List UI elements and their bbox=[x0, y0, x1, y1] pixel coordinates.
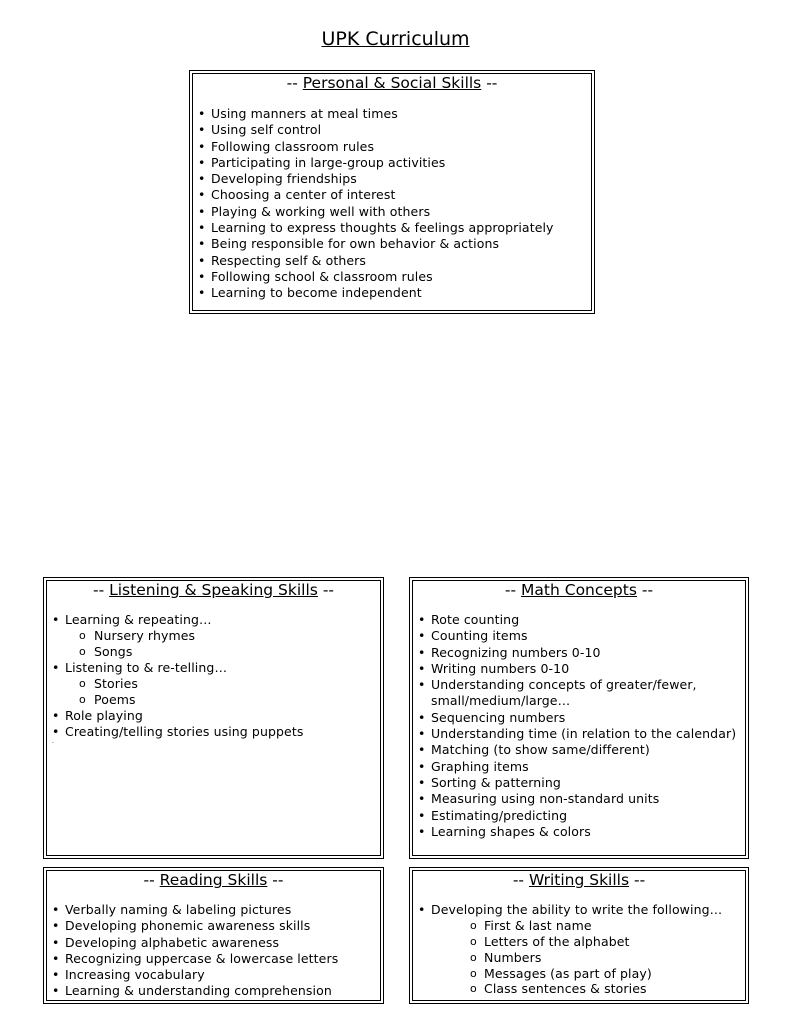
sub-list bbox=[65, 628, 376, 660]
sub-list-item: o Nursery rhymes bbox=[65, 628, 376, 644]
list-item bbox=[197, 220, 587, 236]
list-item bbox=[197, 285, 587, 301]
sub-list-item: o Poems bbox=[65, 692, 376, 708]
skill-list bbox=[417, 902, 741, 997]
list-item bbox=[51, 918, 376, 934]
math-concepts-box bbox=[409, 577, 749, 859]
list-item bbox=[197, 236, 587, 252]
list-item bbox=[417, 808, 741, 824]
list-item-text: Rote counting bbox=[431, 612, 520, 627]
sub-list bbox=[431, 918, 741, 997]
section-title: Math Concepts bbox=[521, 581, 637, 599]
list-item-text: Verbally naming & labeling pictures bbox=[65, 902, 292, 917]
list-item bbox=[51, 612, 376, 660]
list-item-text: Recognizing numbers 0-10 bbox=[431, 644, 601, 660]
list-item bbox=[51, 967, 376, 983]
list-item-text: Increasing vocabulary bbox=[65, 967, 205, 983]
writing-skills-box bbox=[409, 867, 749, 1004]
list-item-text: Sequencing numbers bbox=[431, 709, 566, 725]
list-item-text: Choosing a center of interest bbox=[211, 187, 396, 203]
list-item bbox=[197, 204, 587, 220]
section-title: Writing Skills bbox=[528, 871, 630, 889]
list-item-text: Playing & working well with others bbox=[211, 203, 431, 219]
reading-skills-box bbox=[43, 867, 384, 1004]
list-item bbox=[51, 660, 376, 708]
section-heading: -- Math Concepts -- bbox=[504, 581, 654, 599]
list-item bbox=[197, 187, 587, 203]
list-item-text: Creating/telling stories using puppets bbox=[65, 724, 304, 740]
section-title: Personal & Social Skills bbox=[302, 74, 482, 92]
skill-list bbox=[197, 106, 587, 302]
list-item bbox=[197, 106, 587, 122]
list-item-text: Developing the ability to write the following… bbox=[431, 902, 723, 917]
list-item-text: Respecting self & others bbox=[211, 252, 367, 268]
list-item-text: Role playing bbox=[65, 707, 143, 723]
list-item bbox=[197, 122, 587, 138]
sub-list-item: o Messages (as part of play) bbox=[431, 966, 741, 982]
page-title: UPK Curriculum bbox=[321, 28, 470, 50]
sub-list-item: o Songs bbox=[65, 644, 376, 660]
sub-list-item: o First & last name bbox=[431, 918, 741, 934]
list-item bbox=[417, 742, 741, 758]
list-item-text: Using manners at meal times bbox=[211, 106, 398, 121]
list-item bbox=[417, 726, 741, 742]
list-item-text: Following school & classroom rules bbox=[211, 268, 433, 284]
list-item bbox=[51, 935, 376, 951]
list-item-text: Using self control bbox=[211, 122, 322, 138]
list-item bbox=[417, 759, 741, 775]
list-item-text: Graphing items bbox=[431, 758, 529, 774]
list-item-text: Writing numbers 0-10 bbox=[431, 660, 570, 676]
skill-list bbox=[51, 612, 376, 740]
list-item bbox=[197, 155, 587, 171]
list-item bbox=[51, 708, 376, 724]
sub-list-item: o Class sentences & stories bbox=[431, 981, 741, 997]
stray-mark: . bbox=[52, 738, 54, 745]
personal-social-skills-box bbox=[189, 70, 595, 314]
list-item-text: Developing friendships bbox=[211, 171, 357, 187]
list-item-text: Following classroom rules bbox=[211, 138, 375, 154]
skill-list bbox=[417, 612, 741, 840]
list-item bbox=[51, 983, 376, 999]
sub-list bbox=[65, 676, 376, 708]
section-title: Listening & Speaking Skills bbox=[109, 581, 318, 599]
list-item-text: Learning to become independent bbox=[211, 285, 422, 301]
list-item-text: Matching (to show same/different) bbox=[431, 742, 650, 758]
list-item-text: Sorting & patterning bbox=[431, 774, 561, 790]
list-item bbox=[197, 139, 587, 155]
list-item bbox=[51, 902, 376, 918]
list-item bbox=[417, 824, 741, 840]
list-item bbox=[417, 661, 741, 677]
list-item-text: Learning & repeating… bbox=[65, 612, 212, 627]
sub-list-item: o Numbers bbox=[431, 950, 741, 966]
section-heading: -- Writing Skills -- bbox=[512, 871, 646, 889]
list-item bbox=[417, 677, 741, 710]
section-heading: -- Personal & Social Skills -- bbox=[286, 74, 498, 92]
skill-list bbox=[51, 902, 376, 1000]
list-item bbox=[417, 791, 741, 807]
list-item-text: Measuring using non-standard units bbox=[431, 791, 660, 807]
list-item bbox=[417, 775, 741, 791]
list-item-text: Participating in large-group activities bbox=[211, 154, 446, 170]
list-item-text: Understanding concepts of greater/fewer, small/medium/large… bbox=[431, 677, 697, 709]
list-item bbox=[417, 902, 741, 997]
list-item-text: Learning & understanding comprehension bbox=[65, 983, 332, 999]
list-item-text: Learning shapes & colors bbox=[431, 823, 591, 839]
list-item-text: Listening to & re-telling… bbox=[65, 659, 228, 675]
section-title: Reading Skills bbox=[159, 871, 268, 889]
list-item-text: Estimating/predicting bbox=[431, 807, 568, 823]
list-item-text: Recognizing uppercase & lowercase letters bbox=[65, 950, 339, 966]
list-item-text: Developing phonemic awareness skills bbox=[65, 918, 311, 934]
list-item-text: Learning to express thoughts & feelings appropriately bbox=[211, 220, 554, 236]
list-item bbox=[51, 951, 376, 967]
section-heading: -- Listening & Speaking Skills -- bbox=[92, 581, 334, 599]
list-item-text: Understanding time (in relation to the calendar) bbox=[431, 726, 737, 742]
list-item bbox=[417, 645, 741, 661]
list-item bbox=[197, 253, 587, 269]
list-item-text: Developing alphabetic awareness bbox=[65, 934, 280, 950]
list-item bbox=[51, 724, 376, 740]
list-item bbox=[197, 171, 587, 187]
sub-list-item: o Letters of the alphabet bbox=[431, 934, 741, 950]
list-item bbox=[417, 710, 741, 726]
list-item bbox=[417, 628, 741, 644]
list-item bbox=[197, 269, 587, 285]
list-item-text: Counting items bbox=[431, 628, 528, 644]
listening-speaking-skills-box bbox=[43, 577, 384, 859]
sub-list-item: o Stories bbox=[65, 676, 376, 692]
list-item-text: Being responsible for own behavior & actions bbox=[211, 236, 500, 252]
section-heading: -- Reading Skills -- bbox=[143, 871, 284, 889]
list-item bbox=[417, 612, 741, 628]
